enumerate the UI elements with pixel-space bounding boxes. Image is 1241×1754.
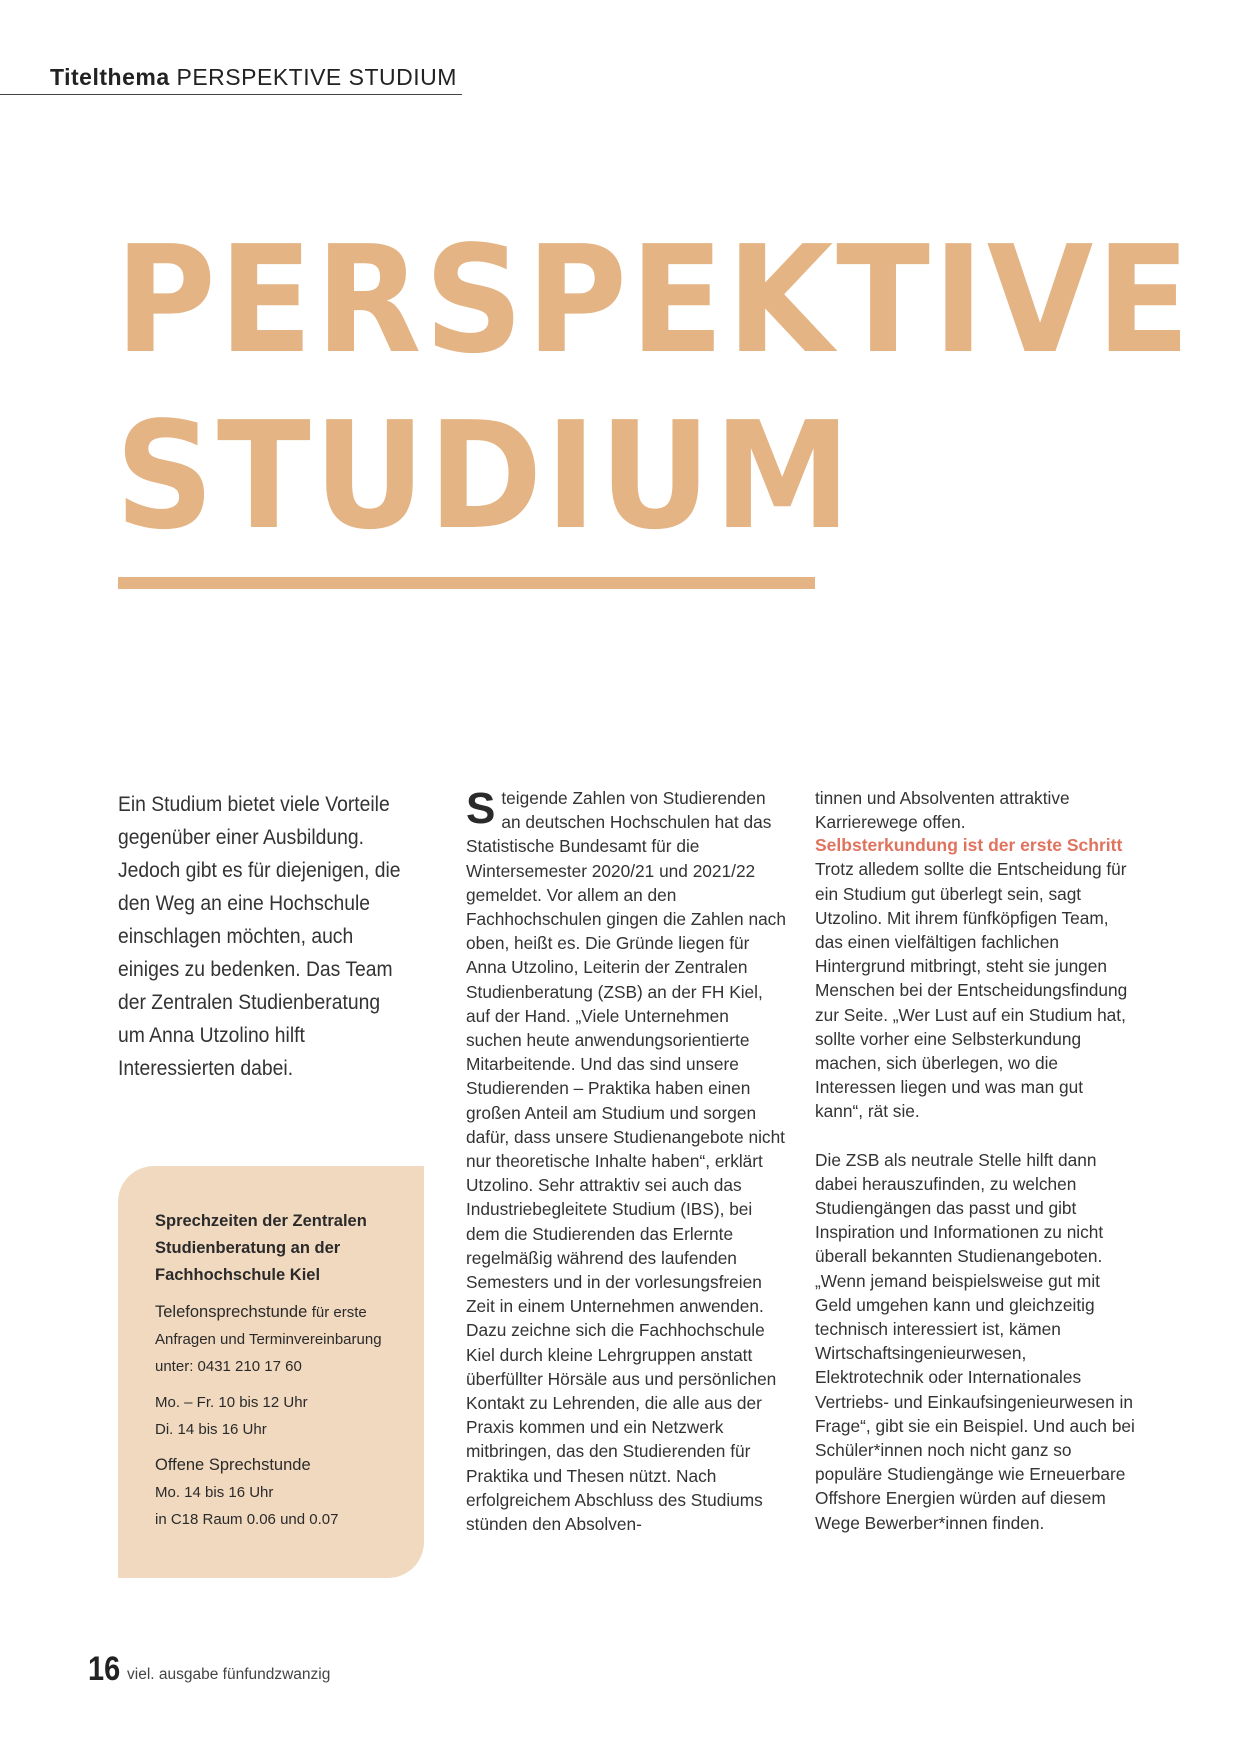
section-title: PERSPEKTIVE STUDIUM: [176, 64, 457, 90]
header-rule: [0, 94, 462, 95]
intro-text: Ein Studium bietet viele Vorteile gegenüber einer Ausbildung. Jedoch gibt es für diejenigen, die den Weg an eine Hochschule einschlagen möchten, auch einiges zu bedenken. Das Team der Zentralen Studienberatung um Anna Utzolino hilft Interessierten dabei.: [118, 793, 401, 1080]
hours-line-1: Mo. – Fr. 10 bis 12 Uhr: [155, 1394, 308, 1411]
open-label: Offene Sprechstunde: [155, 1456, 311, 1474]
info-box-title: Sprechzeiten der Zentralen Studienberatung an der Fachhochschule Kiel: [155, 1212, 367, 1284]
title-underline: [118, 577, 815, 589]
phone-label: Telefonsprechstunde: [155, 1303, 308, 1321]
running-head: [50, 64, 457, 91]
article-column-2: [815, 786, 1135, 1535]
open-hours-room: in C18 Raum 0.06 und 0.07: [155, 1511, 339, 1528]
phone-hours: [155, 1299, 415, 1380]
article-paragraph: [466, 786, 786, 1536]
drop-cap: S: [466, 784, 496, 833]
open-hours: [155, 1452, 415, 1533]
title-line-2: STUDIUM: [115, 390, 854, 562]
hours-line-2: Di. 14 bis 16 Uhr: [155, 1421, 267, 1438]
phone-text: für erste Anfragen und Terminvereinbarung unter: 0431 210 17 60: [155, 1304, 382, 1375]
paragraph-gap: [815, 1124, 1135, 1148]
publication-name: viel. ausgabe fünfundzwanzig: [127, 1666, 331, 1683]
article-subheading: Selbsterkundung ist der erste Schritt: [815, 835, 1123, 856]
page-number: 16: [88, 1650, 121, 1688]
info-box: [155, 1208, 415, 1542]
article-text-1: teigende Zahlen von Studierenden an deutschen Hochschulen hat das Statistische Bundesamt für die Wintersemester 2020/21 und 2021/22 gemeldet. Vor allem an den Fachhochschulen gingen die Zahlen nach oben, heißt es. Die Gründe liegen für Anna Utzolino, Leiterin der Zentralen Studienberatung (ZSB) an der FH Kiel, auf der Hand. „Viele Unternehmen suchen heute anwendungsorientierte Mitarbeitende. Und das sind unsere Studierenden – Praktika haben einen großen Anteil am Studium und sorgen dafür, dass unsere Studienangebote nicht nur theoretische Inhalte haben“, erklärt Utzolino. Sehr attraktiv sei auch das Industriebegleitete Studium (IBS), bei dem die Studierenden das Erlernte regelmäßig während des laufenden Semesters und in der vorlesungsfreien Zeit in einem Unternehmen anwenden. Dazu zeichne sich die Fachhochschule Kiel durch kleine Lehrgruppen anstatt überfüllter Hörsäle aus und persönlichen Kontakt zu Lehrenden, die alle aus der Praxis kommen und ein Netzwerk mitbringen, das den Studierenden für Praktika und Thesen nützt. Nach erfolgreichem Abschluss des Studiums stünden den Absolven-: [466, 788, 786, 1535]
article-text-3: Trotz alledem sollte die Entscheidung für ein Studium gut überlegt sein, sagt Utzolino. Mit ihrem fünfköpfigen Team, das einen vielfältigen fachlichen Hintergrund mitbringt, steht sie jungen Menschen bei der Entscheidungsfindung zur Seite. „Wer Lust auf ein Studium hat, sollte vorher eine Selbsterkundung machen, sich überlegen, wo die Interessen liegen und was man gut kann“, rät sie.: [815, 859, 1128, 1122]
article-column-1: [466, 786, 786, 1536]
section-label: Titelthema: [50, 64, 170, 90]
office-hours: [155, 1389, 415, 1443]
open-hours-time: Mo. 14 bis 16 Uhr: [155, 1484, 274, 1501]
article-text-4: Die ZSB als neutrale Stelle hilft dann dabei herauszufinden, zu welchen Studiengängen das passt und gibt Inspiration und Informationen zu nicht überall bekannten Studienangeboten. „Wenn jemand beispielsweise gut mit Geld umgehen kann und gleichzeitig technisch interessiert ist, kämen Wirtschaftsingenieurwesen, Elektrotechnik oder Internationales Vertriebs- und Einkaufsingenieurwesen in Frage“, gibt sie ein Beispiel. Und auch bei Schüler*innen noch nicht ganz so populäre Studiengänge wie Erneuerbare Offshore Energien würden auf diesem Wege Bewerber*innen finden.: [815, 1149, 1135, 1533]
title-line-1: PERSPEKTIVE: [115, 214, 1193, 386]
page-title: [115, 212, 1193, 564]
article-text-2: tinnen und Absolventen attraktive Karrierewege offen.: [815, 788, 1070, 833]
